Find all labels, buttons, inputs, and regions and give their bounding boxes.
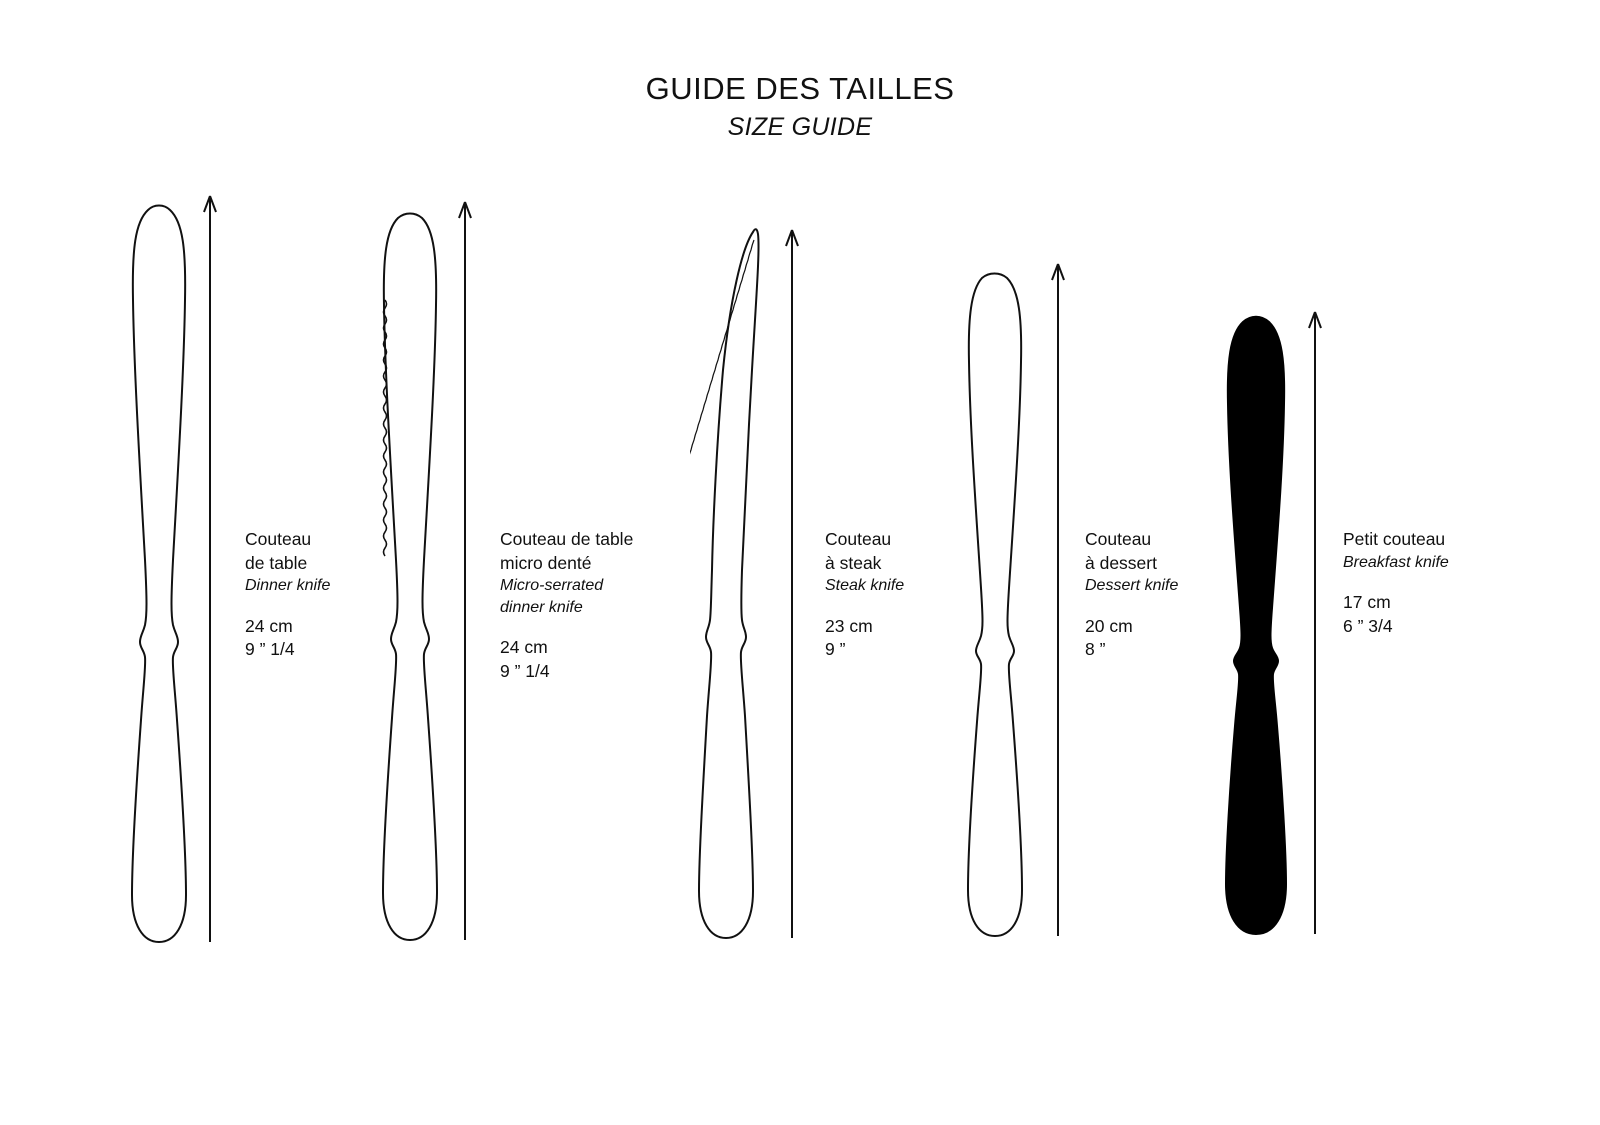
steak-knife-name-fr-1: Couteau: [825, 529, 892, 549]
micro-serrated-knife-name-fr-2: micro denté: [500, 552, 592, 573]
micro-serrated-knife-label: [500, 528, 633, 684]
dinner-knife-label: [245, 528, 330, 662]
steak-knife-cm: 23 cm: [825, 615, 873, 636]
dessert-knife-name-en-1: Dessert knife: [1085, 577, 1179, 595]
steak-knife-inch: 9 ”: [825, 639, 846, 660]
dinner-knife-inch: 9 ” 1/4: [245, 639, 295, 660]
breakfast-knife-name-fr-1: Petit couteau: [1343, 529, 1446, 549]
knife-group-breakfast: [1205, 0, 1505, 1125]
dinner-knife-name-fr-1: Couteau: [245, 529, 312, 549]
dinner-knife-name-en-1: Dinner knife: [245, 577, 331, 595]
knife-group-dessert: [950, 0, 1200, 1125]
breakfast-knife-inch: 6 ” 3/4: [1343, 615, 1393, 636]
dessert-knife-name-fr-1: Couteau: [1085, 529, 1152, 549]
dessert-knife-label: [1085, 528, 1178, 662]
micro-serrated-knife-name-fr-1: Couteau de table: [500, 529, 634, 549]
steak-knife-label: [825, 528, 904, 662]
micro-serrated-knife-inch: 9 ” 1/4: [500, 661, 550, 682]
knife-group-dinner: [110, 0, 350, 1125]
breakfast-knife-cm: 17 cm: [1343, 592, 1391, 613]
breakfast-knife-label: [1343, 528, 1449, 638]
page-title: GUIDE DES TAILLES: [645, 71, 955, 106]
dessert-knife-name-fr-2: à dessert: [1085, 552, 1157, 573]
dessert-knife-cm: 20 cm: [1085, 615, 1133, 636]
steak-knife-name-en-1: Steak knife: [825, 577, 905, 595]
dinner-knife-name-fr-2: de table: [245, 552, 308, 573]
micro-serrated-knife-name-en-2: dinner knife: [500, 598, 583, 616]
knife-group-steak: [690, 0, 940, 1125]
micro-serrated-knife-cm: 24 cm: [500, 637, 548, 658]
dessert-knife-inch: 8 ”: [1085, 639, 1106, 660]
knife-group-micro-serrated: [365, 0, 634, 1125]
dinner-knife-cm: 24 cm: [245, 615, 293, 636]
micro-serrated-knife-name-en-1: Micro-serrated: [500, 577, 604, 595]
steak-knife-name-fr-2: à steak: [825, 552, 882, 573]
breakfast-knife-name-en-1: Breakfast knife: [1343, 553, 1449, 571]
page-subtitle: SIZE GUIDE: [727, 113, 873, 142]
